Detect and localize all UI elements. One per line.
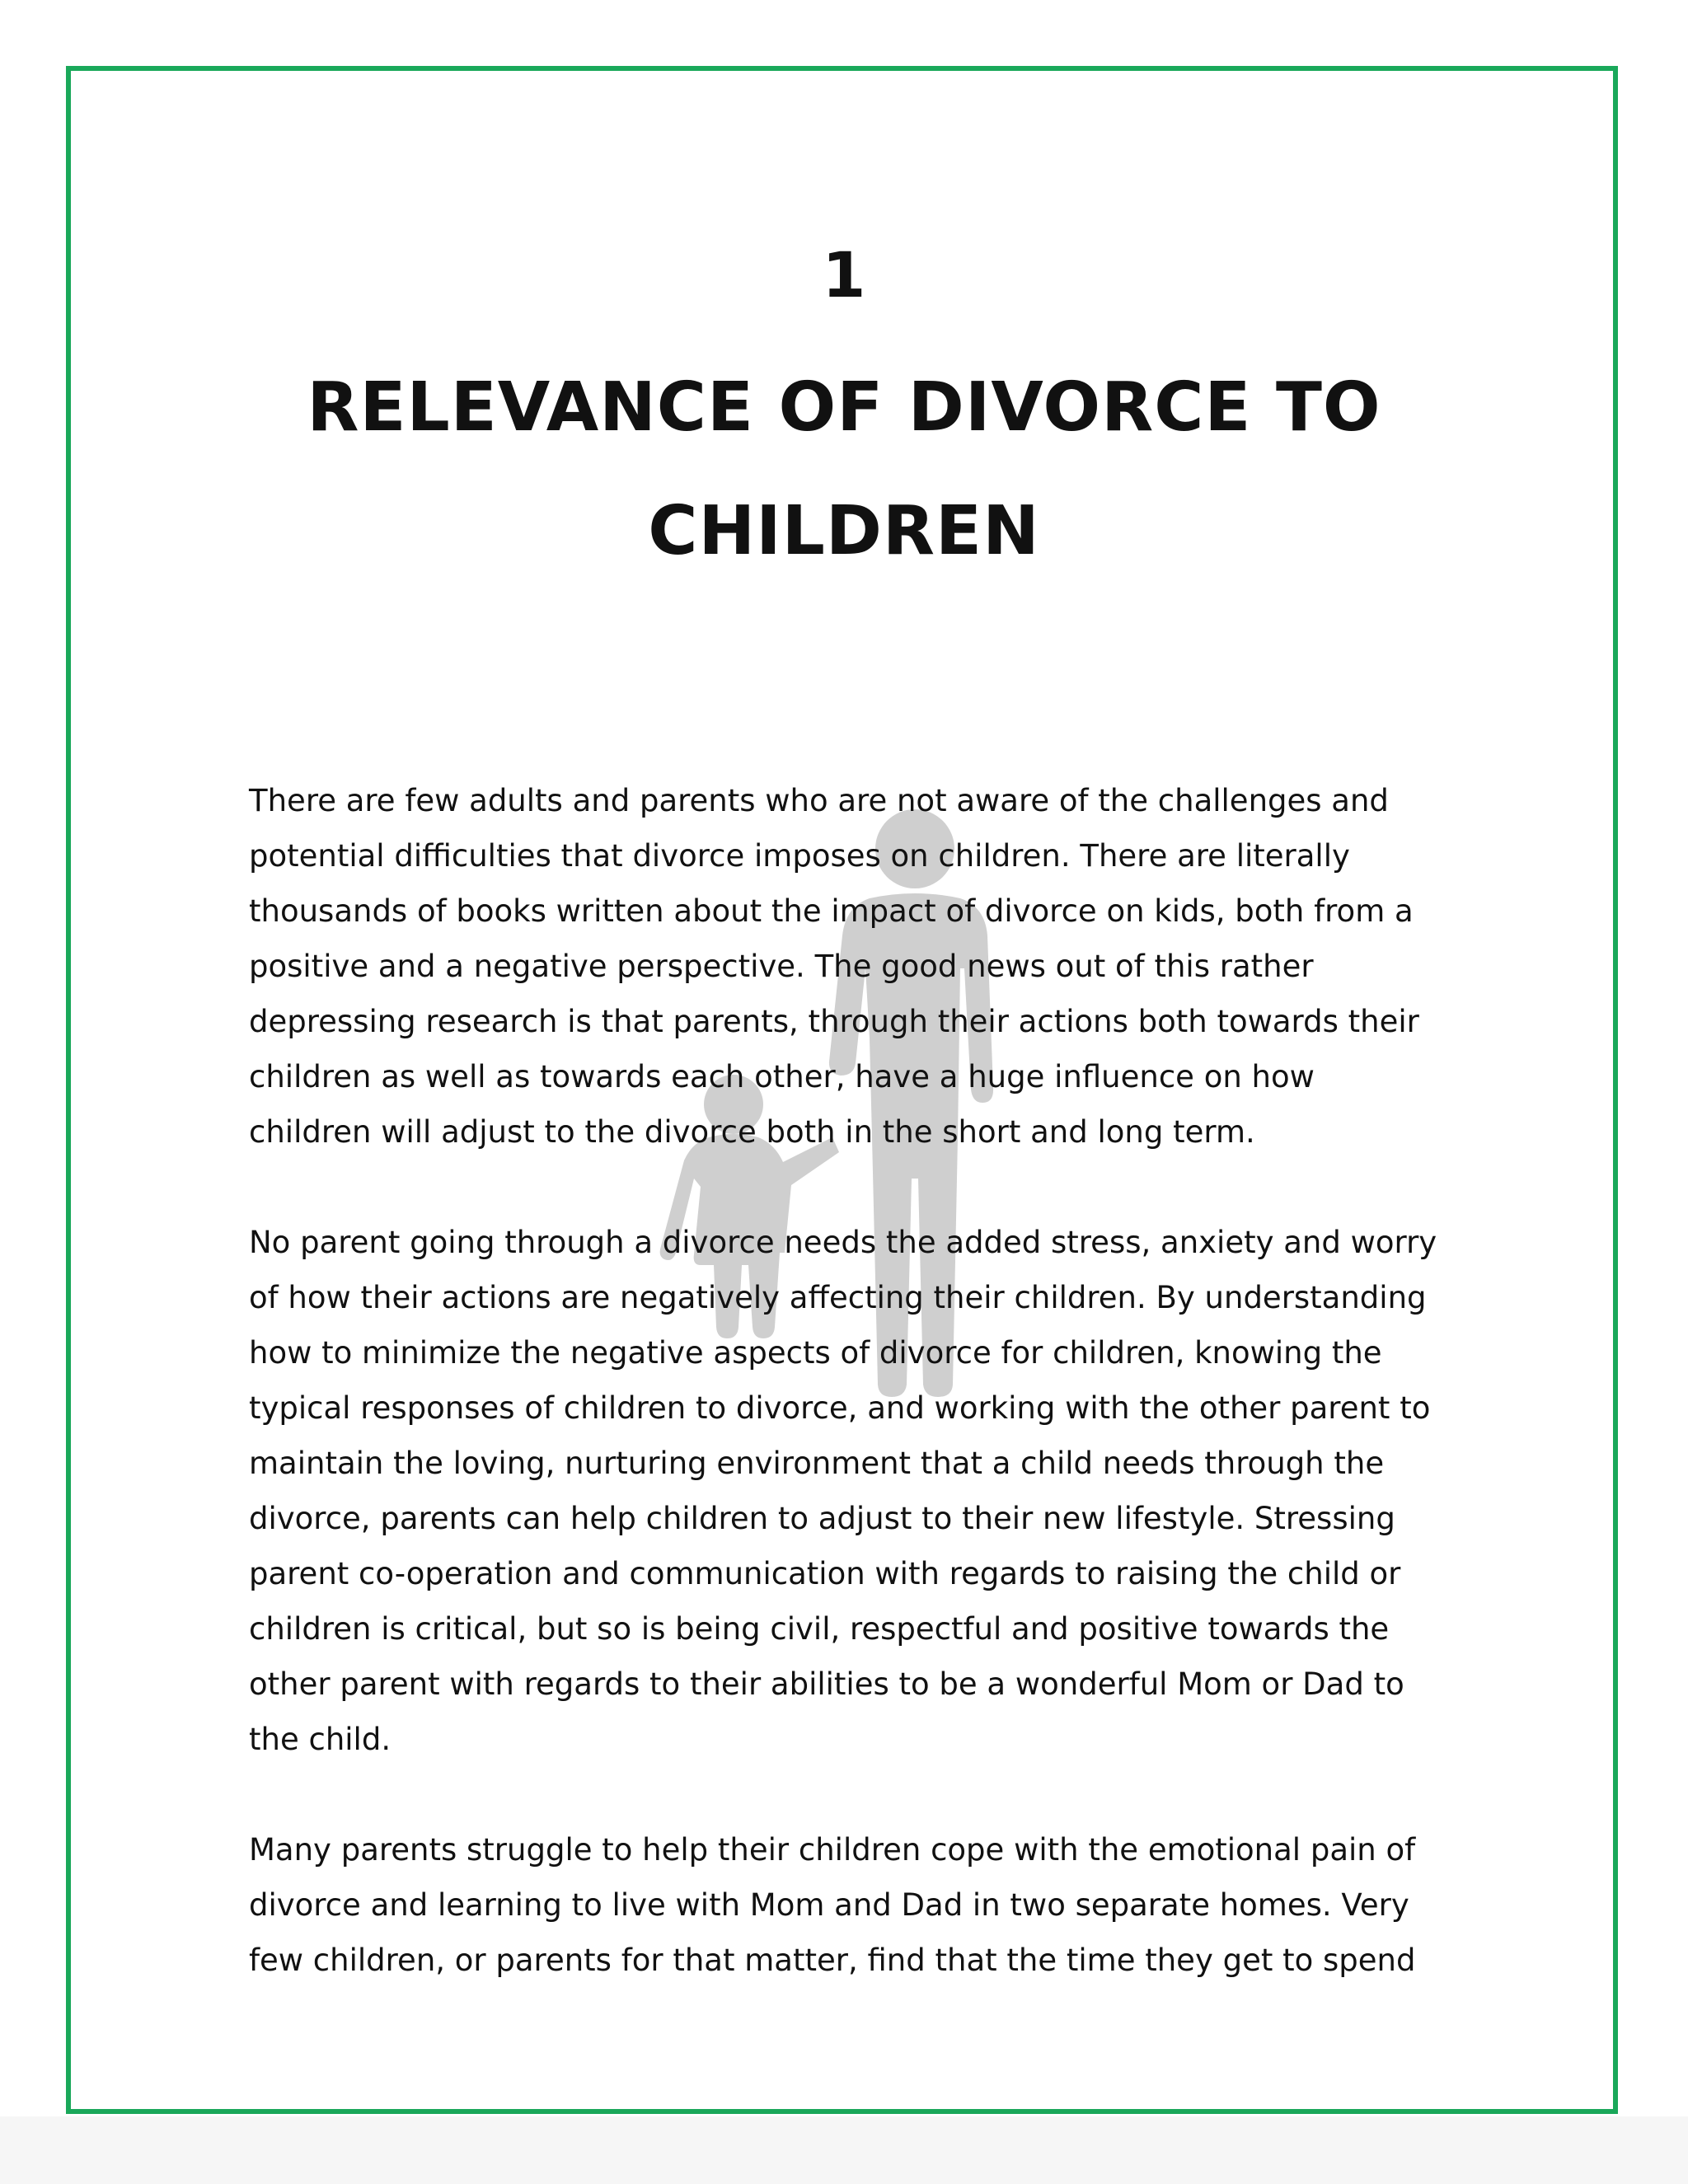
text-line: Many parents struggle to help their children cope with the emotional pain of (249, 1832, 1416, 1868)
text-line: children is critical, but so is being civil, respectful and positive towards the (249, 1611, 1390, 1647)
text-line: the child. (249, 1722, 392, 1757)
text-line: typical responses of children to divorce, and working with the other parent to (249, 1390, 1431, 1426)
text-line: few children, or parents for that matter, find that the time they get to spend (249, 1943, 1416, 1978)
chapter-title (247, 346, 1441, 593)
paragraph-3 (249, 1822, 1452, 1988)
chapter-title-line: RELEVANCE OF DIVORCE TO (307, 368, 1381, 447)
paragraph-2 (249, 1215, 1452, 1767)
text-line: divorce, parents can help children to adjust to their new lifestyle. Stressing (249, 1501, 1395, 1536)
text-line: other parent with regards to their abilities to be a wonderful Mom or Dad to (249, 1666, 1404, 1702)
paragraph-1 (249, 773, 1452, 1160)
text-line: positive and a negative perspective. The good news out of this rather (249, 949, 1314, 984)
text-line: divorce and learning to live with Mom and Dad in two separate homes. Very (249, 1887, 1409, 1923)
text-line: parent co-operation and communication with regards to raising the child or (249, 1556, 1401, 1591)
chapter-body (249, 773, 1452, 2043)
text-line: how to minimize the negative aspects of divorce for children, knowing the (249, 1335, 1382, 1371)
text-line: children as well as towards each other, have a huge influence on how (249, 1059, 1315, 1094)
text-line: of how their actions are negatively affecting their children. By understanding (249, 1280, 1427, 1315)
chapter-title-line: CHILDREN (648, 492, 1040, 570)
text-line: depressing research is that parents, through their actions both towards their (249, 1004, 1419, 1039)
page-bottom-margin (0, 2116, 1688, 2184)
chapter-number: 1 (822, 238, 866, 312)
text-line: thousands of books written about the impact of divorce on kids, both from a (249, 893, 1414, 929)
text-line: children will adjust to the divorce both in the short and long term. (249, 1114, 1255, 1150)
text-line: There are few adults and parents who are not aware of the challenges and (249, 783, 1389, 818)
text-line: maintain the loving, nurturing environment that a child needs through the (249, 1446, 1385, 1481)
text-line: No parent going through a divorce needs the added stress, anxiety and worry (249, 1225, 1437, 1260)
text-line: potential difficulties that divorce imposes on children. There are literally (249, 838, 1350, 874)
